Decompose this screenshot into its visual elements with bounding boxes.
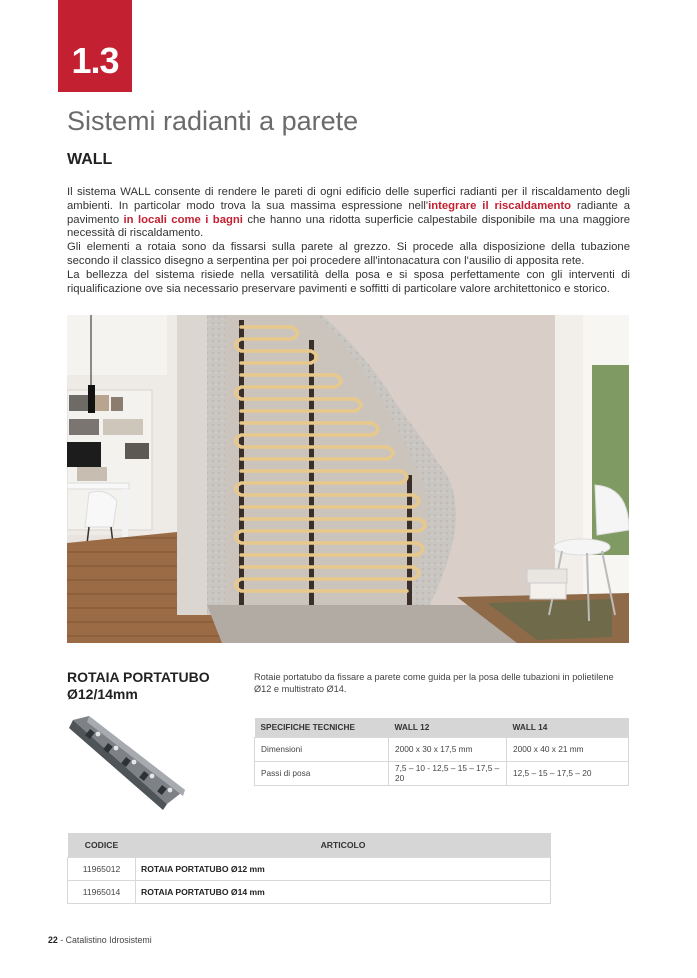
- spec-header-cell: SPECIFICHE TECNICHE: [255, 718, 389, 737]
- spec-header-row: [255, 718, 629, 737]
- page-number: 22: [48, 935, 58, 945]
- intro-p1-part-b: radiante a pavimento: [67, 199, 631, 226]
- product-title-line-1: ROTAIA PORTATUBO: [67, 669, 210, 685]
- page-subtitle: WALL: [67, 151, 113, 168]
- intro-paragraph-3: La bellezza del sistema risiede nella versatilità della posa e si sposa perfettamente con gli interventi di riqualificazione ove sia necessario preservare pavimenti e soffitti di particolare valore architettonico e storico.: [67, 268, 630, 295]
- product-description: Rotaie portatubo da fissare a parete come guida per la posa delle tubazioni in polietilene Ø12 e multistrato Ø14.: [254, 672, 614, 694]
- article-name: ROTAIA PORTATUBO Ø14 mm: [136, 880, 551, 903]
- spec-header-cell: WALL 14: [507, 718, 629, 737]
- spec-cell: 2000 x 30 x 17,5 mm: [389, 737, 507, 761]
- spec-cell: 7,5 – 10 - 12,5 – 15 – 17,5 – 20: [389, 761, 507, 785]
- intro-text: [67, 186, 630, 296]
- intro-paragraph-1: [67, 186, 630, 241]
- room-illustration: [67, 315, 629, 643]
- intro-paragraph-2: Gli elementi a rotaia sono da fissarsi sulla parete al grezzo. Si procede alla disposizione della tubazione secondo il classico disegno a serpentina per poi procedere all'intonacatura con l'ausilio di apposita rete.: [67, 241, 630, 267]
- page-footer: [48, 935, 152, 945]
- intro-p1-part-c: che hanno una ridotta superficie calpestabile disponibile ma una maggiore necessità di riscaldamento.: [67, 213, 631, 240]
- article-code: 11965012: [68, 857, 136, 880]
- page-title: Sistemi radianti a parete: [67, 106, 359, 136]
- spec-cell: Dimensioni: [255, 737, 389, 761]
- pendant-lamp: [88, 385, 95, 413]
- table-row: [255, 761, 629, 785]
- product-title-line-2: Ø12/14mm: [67, 686, 138, 702]
- spec-cell: Passi di posa: [255, 761, 389, 785]
- article-code: 11965014: [68, 880, 136, 903]
- spec-header-cell: WALL 12: [389, 718, 507, 737]
- section-number: 1.3: [71, 40, 119, 81]
- code-header-cell: CODICE: [68, 833, 136, 857]
- catalog-name: Catalistino Idrosistemi: [65, 935, 152, 945]
- intro-p1-part-a: Il sistema WALL consente di rendere le pareti di ogni edificio delle superfici radianti per il riscaldamento degli ambienti. In particolar modo trova la sua massima espressione nell': [67, 186, 630, 212]
- intro-highlight-2: in locali come i bagni: [123, 213, 243, 226]
- spec-cell: 12,5 – 15 – 17,5 – 20: [507, 761, 629, 785]
- spec-cell: 2000 x 40 x 21 mm: [507, 737, 629, 761]
- rail-product-image: [67, 712, 187, 812]
- intro-highlight-1: integrare il riscaldamento: [428, 199, 572, 212]
- article-code-table: [67, 833, 551, 904]
- code-header-row: [68, 833, 551, 857]
- spec-table: [254, 718, 629, 786]
- product-title: [67, 669, 210, 703]
- footer-separator: -: [57, 935, 66, 945]
- table-row: [68, 857, 551, 880]
- section-number-badge: [58, 0, 132, 92]
- table-row: [255, 737, 629, 761]
- article-name: ROTAIA PORTATUBO Ø12 mm: [136, 857, 551, 880]
- table-row: [68, 880, 551, 903]
- monitor: [67, 442, 101, 467]
- article-header-cell: ARTICOLO: [136, 833, 551, 857]
